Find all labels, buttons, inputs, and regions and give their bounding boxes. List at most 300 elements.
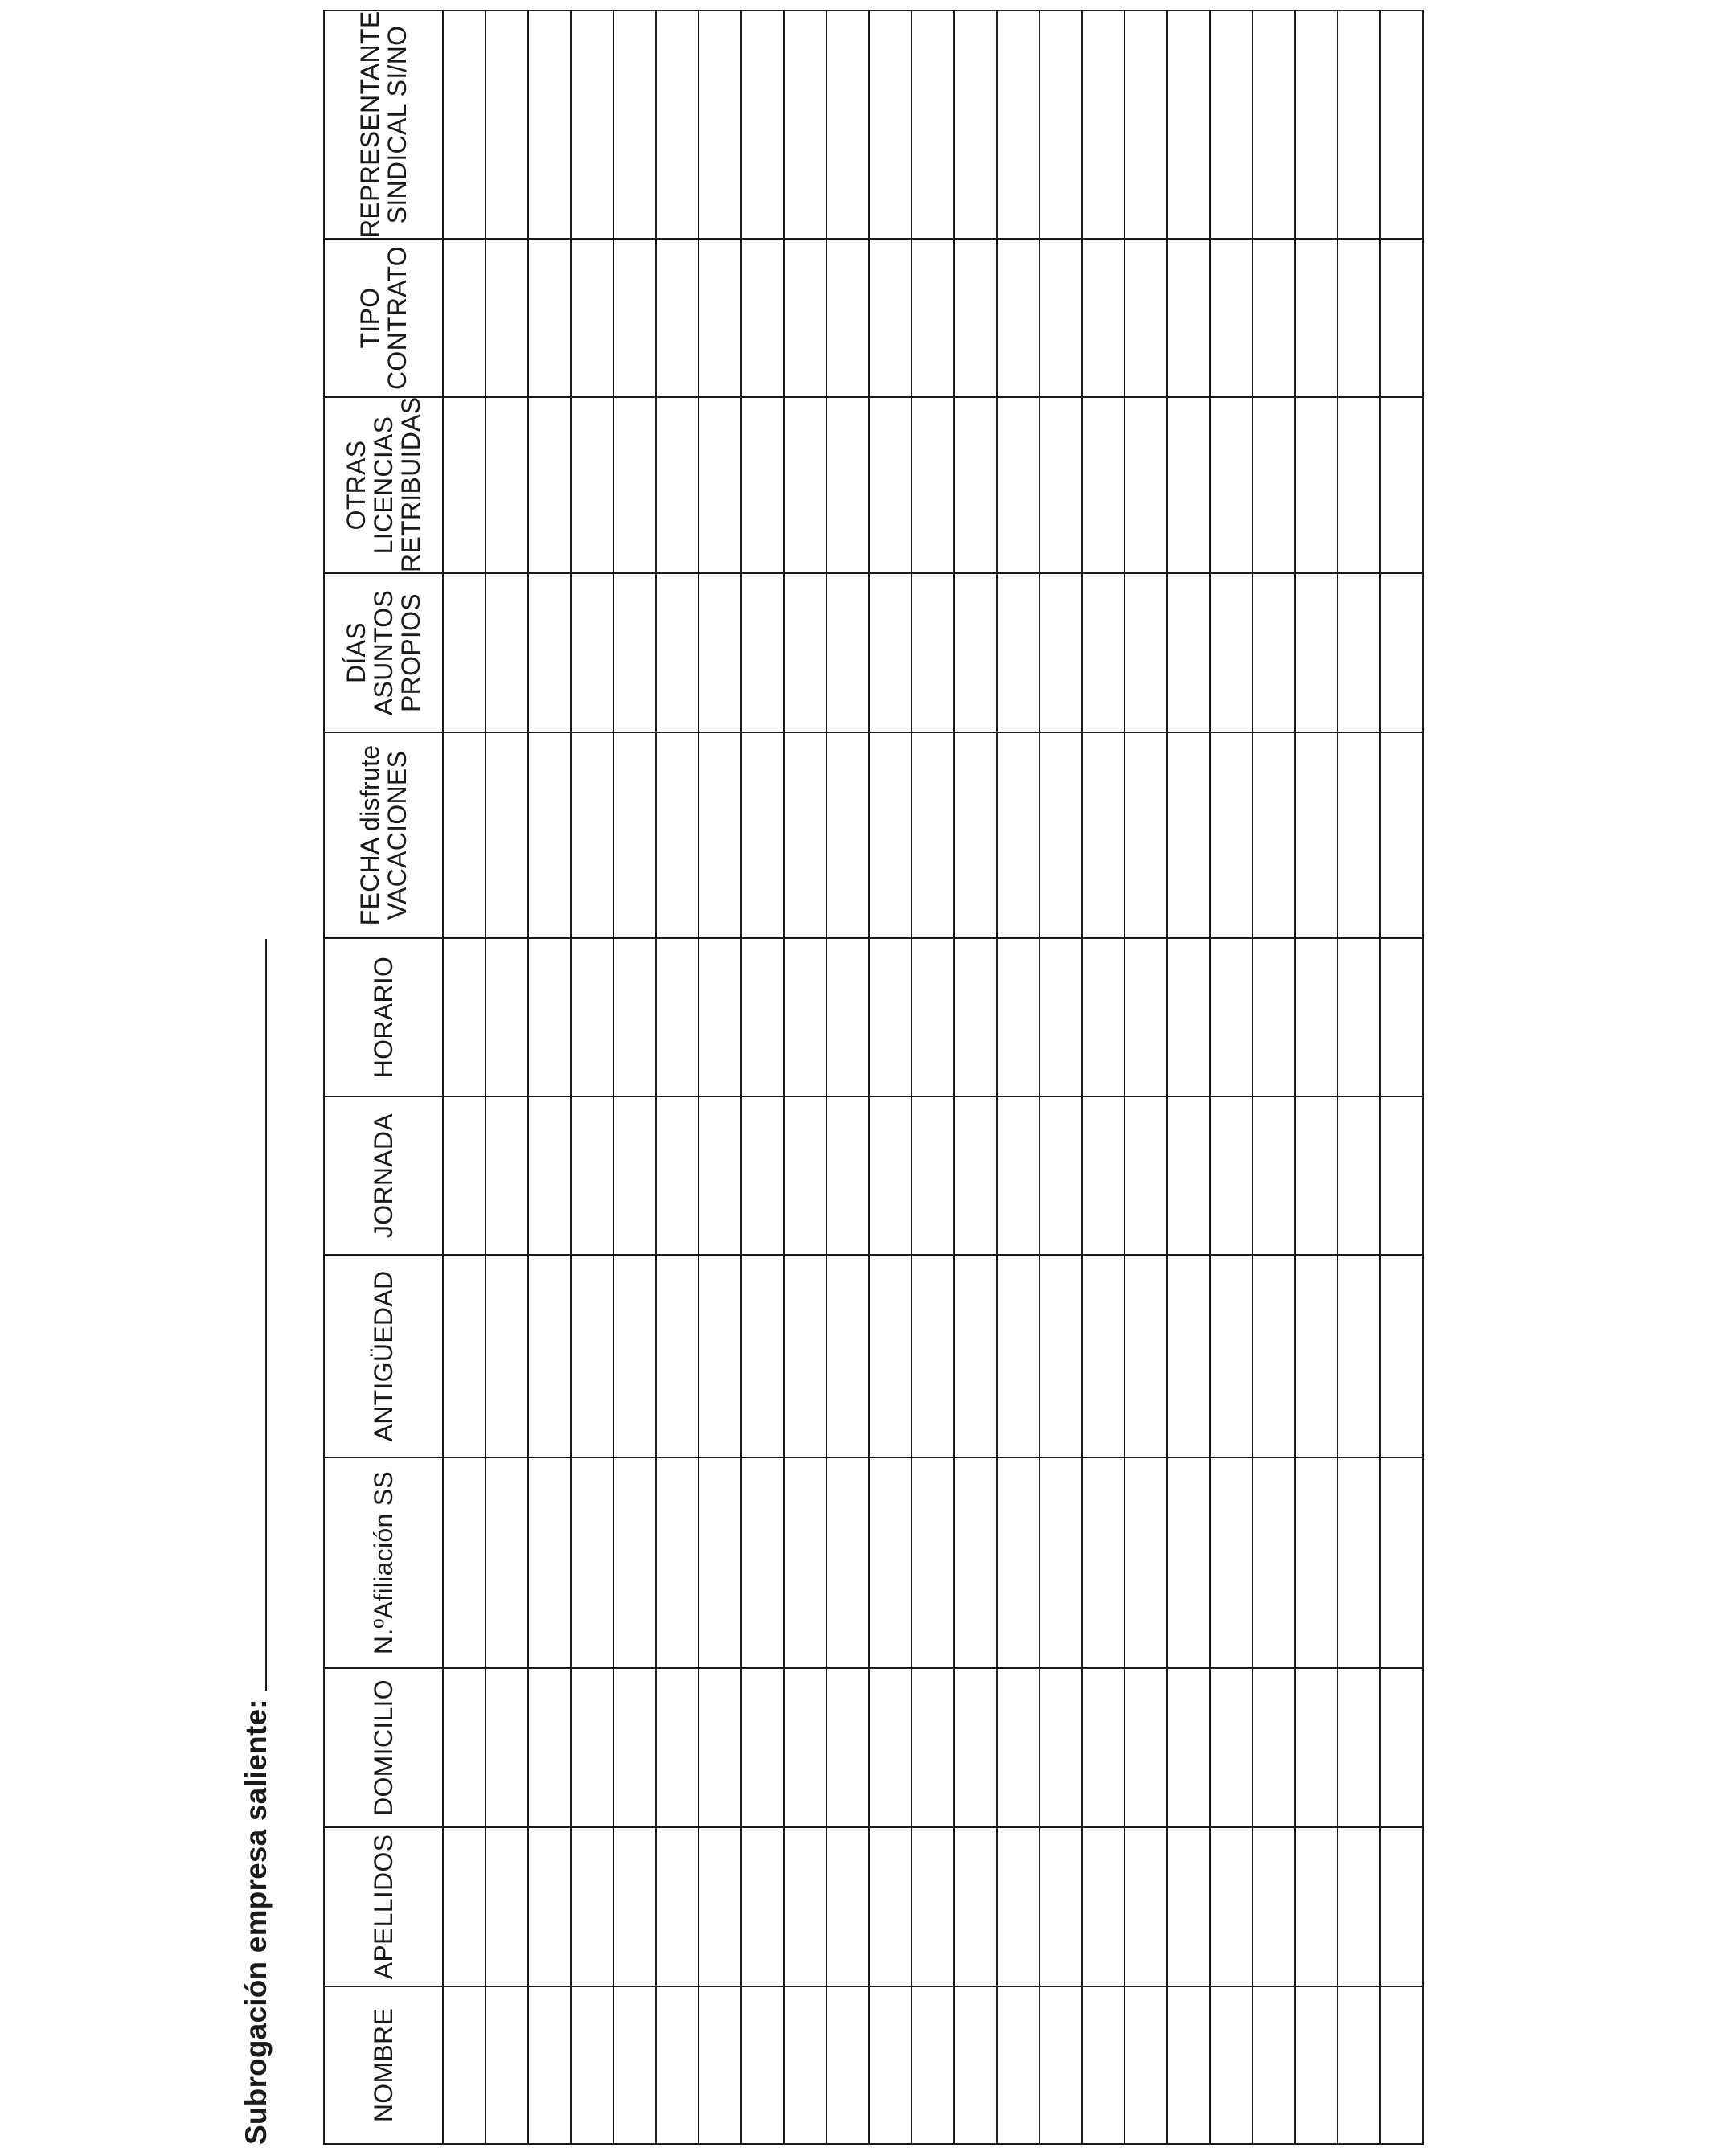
- table-row: [1338, 10, 1380, 2144]
- table-cell[interactable]: [997, 1096, 1039, 1255]
- column-header-nombre: NOMBRE: [324, 1986, 443, 2144]
- table-cell[interactable]: [571, 1096, 613, 1255]
- table-cell[interactable]: [826, 1096, 869, 1255]
- table-cell[interactable]: [1380, 1668, 1423, 1827]
- table-cell[interactable]: [741, 573, 784, 732]
- table-cell[interactable]: [443, 239, 486, 397]
- table-cell[interactable]: [1380, 573, 1423, 732]
- table-cell[interactable]: [486, 1986, 528, 2144]
- table-cell[interactable]: [1295, 1986, 1338, 2144]
- table-cell[interactable]: [1039, 1986, 1082, 2144]
- table-cell[interactable]: [486, 397, 528, 573]
- table-cell[interactable]: [1039, 732, 1082, 938]
- table-cell[interactable]: [1338, 1668, 1380, 1827]
- table-cell[interactable]: [613, 938, 656, 1096]
- table-cell[interactable]: [954, 1668, 997, 1827]
- table-cell[interactable]: [699, 239, 741, 397]
- table-cell[interactable]: [571, 938, 613, 1096]
- table-cell[interactable]: [656, 573, 699, 732]
- table-cell[interactable]: [912, 1668, 954, 1827]
- table-cell[interactable]: [784, 1096, 826, 1255]
- table-cell[interactable]: [443, 1457, 486, 1668]
- table-cell[interactable]: [784, 732, 826, 938]
- table-cell[interactable]: [1252, 1096, 1295, 1255]
- table-cell[interactable]: [954, 239, 997, 397]
- table-cell[interactable]: [656, 1668, 699, 1827]
- table-cell[interactable]: [1125, 239, 1167, 397]
- table-cell[interactable]: [826, 938, 869, 1096]
- table-cell[interactable]: [1167, 938, 1210, 1096]
- table-cell[interactable]: [1380, 938, 1423, 1096]
- table-cell[interactable]: [1210, 1255, 1252, 1457]
- table-cell[interactable]: [1338, 732, 1380, 938]
- table-cell[interactable]: [699, 1457, 741, 1668]
- table-row: [443, 10, 486, 2144]
- table-cell[interactable]: [443, 732, 486, 938]
- table-cell[interactable]: [741, 1986, 784, 2144]
- table-cell[interactable]: [613, 732, 656, 938]
- table-cell[interactable]: [1167, 10, 1210, 239]
- table-cell[interactable]: [443, 1827, 486, 1986]
- table-cell[interactable]: [613, 10, 656, 239]
- table-cell[interactable]: [571, 732, 613, 938]
- table-cell[interactable]: [486, 732, 528, 938]
- table-cell[interactable]: [571, 1457, 613, 1668]
- table-cell[interactable]: [571, 239, 613, 397]
- table-cell[interactable]: [443, 10, 486, 239]
- column-header-fecha-vacaciones: FECHA disfrute VACACIONES: [324, 732, 443, 938]
- table-cell[interactable]: [826, 1255, 869, 1457]
- table-cell[interactable]: [912, 732, 954, 938]
- table-cell[interactable]: [997, 1668, 1039, 1827]
- table-cell[interactable]: [1295, 1668, 1338, 1827]
- table-cell[interactable]: [1338, 573, 1380, 732]
- table-cell[interactable]: [1039, 1096, 1082, 1255]
- table-cell[interactable]: [954, 1096, 997, 1255]
- table-cell[interactable]: [869, 1668, 912, 1827]
- table-cell[interactable]: [656, 10, 699, 239]
- table-cell[interactable]: [656, 732, 699, 938]
- table-cell[interactable]: [912, 1096, 954, 1255]
- table-cell[interactable]: [869, 1096, 912, 1255]
- table-cell[interactable]: [1380, 1096, 1423, 1255]
- table-cell[interactable]: [1252, 239, 1295, 397]
- table-cell[interactable]: [656, 1096, 699, 1255]
- table-cell[interactable]: [1210, 1986, 1252, 2144]
- table-cell[interactable]: [1252, 1255, 1295, 1457]
- table-cell[interactable]: [1082, 1986, 1125, 2144]
- table-cell[interactable]: [1380, 397, 1423, 573]
- table-cell[interactable]: [443, 1096, 486, 1255]
- table-cell[interactable]: [613, 1457, 656, 1668]
- table-cell[interactable]: [954, 1827, 997, 1986]
- table-cell[interactable]: [486, 573, 528, 732]
- table-cell[interactable]: [1082, 732, 1125, 938]
- table-cell[interactable]: [528, 239, 571, 397]
- table-cell[interactable]: [997, 397, 1039, 573]
- table-cell[interactable]: [826, 239, 869, 397]
- table-cell[interactable]: [741, 1457, 784, 1668]
- table-cell[interactable]: [784, 10, 826, 239]
- table-cell[interactable]: [784, 1827, 826, 1986]
- table-cell[interactable]: [997, 1457, 1039, 1668]
- table-cell[interactable]: [1252, 1457, 1295, 1668]
- table-cell[interactable]: [656, 938, 699, 1096]
- column-header-otras-licencias: OTRAS LICENCIAS RETRIBUIDAS: [324, 397, 443, 573]
- table-cell[interactable]: [1167, 1457, 1210, 1668]
- table-cell[interactable]: [912, 239, 954, 397]
- table-row: [869, 10, 912, 2144]
- table-cell[interactable]: [613, 1096, 656, 1255]
- table-cell[interactable]: [486, 1255, 528, 1457]
- table-cell[interactable]: [571, 1668, 613, 1827]
- table-cell[interactable]: [869, 1827, 912, 1986]
- table-row: [656, 10, 699, 2144]
- table-cell[interactable]: [528, 1668, 571, 1827]
- table-cell[interactable]: [1039, 10, 1082, 239]
- table-cell[interactable]: [1295, 239, 1338, 397]
- table-cell[interactable]: [826, 732, 869, 938]
- table-cell[interactable]: [1338, 239, 1380, 397]
- table-cell[interactable]: [443, 1668, 486, 1827]
- table-cell[interactable]: [1380, 732, 1423, 938]
- table-cell[interactable]: [486, 10, 528, 239]
- table-cell[interactable]: [1082, 938, 1125, 1096]
- table-cell[interactable]: [954, 1457, 997, 1668]
- table-cell[interactable]: [1167, 1827, 1210, 1986]
- table-cell[interactable]: [784, 573, 826, 732]
- table-cell[interactable]: [613, 573, 656, 732]
- table-cell[interactable]: [1125, 397, 1167, 573]
- table-cell[interactable]: [912, 1827, 954, 1986]
- table-cell[interactable]: [784, 397, 826, 573]
- table-cell[interactable]: [1252, 573, 1295, 732]
- table-cell[interactable]: [954, 10, 997, 239]
- column-header-afiliacion-ss: N.ºAfiliación SS: [324, 1457, 443, 1668]
- column-header-dias-asuntos-propios: DÍAS ASUNTOS PROPIOS: [324, 573, 443, 732]
- table-cell[interactable]: [1380, 1457, 1423, 1668]
- table-cell[interactable]: [699, 1827, 741, 1986]
- table-cell[interactable]: [912, 10, 954, 239]
- table-cell[interactable]: [1252, 938, 1295, 1096]
- table-cell[interactable]: [1295, 1096, 1338, 1255]
- table-cell[interactable]: [1125, 1457, 1167, 1668]
- table-cell[interactable]: [912, 1986, 954, 2144]
- table-cell[interactable]: [699, 10, 741, 239]
- table-cell[interactable]: [486, 1457, 528, 1668]
- table-cell[interactable]: [997, 732, 1039, 938]
- table-cell[interactable]: [784, 1255, 826, 1457]
- table-cell[interactable]: [912, 573, 954, 732]
- table-cell[interactable]: [997, 239, 1039, 397]
- table-cell[interactable]: [1210, 397, 1252, 573]
- column-header-domicilio: DOMICILIO: [324, 1668, 443, 1827]
- table-row: [1380, 10, 1423, 2144]
- table-cell[interactable]: [443, 397, 486, 573]
- table-cell[interactable]: [1252, 1668, 1295, 1827]
- table-row: [826, 10, 869, 2144]
- table-cell[interactable]: [869, 397, 912, 573]
- table-cell[interactable]: [528, 1255, 571, 1457]
- form-title-text: Subrogación empresa saliente:: [240, 1699, 273, 2145]
- table-cell[interactable]: [1082, 573, 1125, 732]
- table-cell[interactable]: [1210, 10, 1252, 239]
- table-cell[interactable]: [1295, 397, 1338, 573]
- table-cell[interactable]: [997, 10, 1039, 239]
- table-cell[interactable]: [699, 732, 741, 938]
- table-cell[interactable]: [486, 1096, 528, 1255]
- table-cell[interactable]: [869, 1255, 912, 1457]
- table-cell[interactable]: [699, 1096, 741, 1255]
- table-cell[interactable]: [486, 1668, 528, 1827]
- table-cell[interactable]: [613, 239, 656, 397]
- table-cell[interactable]: [869, 10, 912, 239]
- table-cell[interactable]: [954, 1986, 997, 2144]
- table-cell[interactable]: [1039, 573, 1082, 732]
- table-cell[interactable]: [656, 397, 699, 573]
- table-cell[interactable]: [1210, 1668, 1252, 1827]
- table-cell[interactable]: [741, 1668, 784, 1827]
- table-cell[interactable]: [1167, 1668, 1210, 1827]
- table-cell[interactable]: [1167, 1986, 1210, 2144]
- table-cell[interactable]: [699, 573, 741, 732]
- table-cell[interactable]: [1082, 1457, 1125, 1668]
- table-cell[interactable]: [1167, 239, 1210, 397]
- table-cell[interactable]: [699, 1986, 741, 2144]
- table-cell[interactable]: [1380, 239, 1423, 397]
- table-cell[interactable]: [528, 1986, 571, 2144]
- table-cell[interactable]: [443, 573, 486, 732]
- table-cell[interactable]: [1338, 1827, 1380, 1986]
- table-cell[interactable]: [869, 732, 912, 938]
- table-cell[interactable]: [1210, 1827, 1252, 1986]
- table-cell[interactable]: [1210, 573, 1252, 732]
- table-cell[interactable]: [954, 1255, 997, 1457]
- table-cell[interactable]: [954, 397, 997, 573]
- table-row: [1210, 10, 1252, 2144]
- table-cell[interactable]: [1039, 239, 1082, 397]
- table-cell[interactable]: [1338, 10, 1380, 239]
- table-cell[interactable]: [656, 239, 699, 397]
- table-cell[interactable]: [912, 938, 954, 1096]
- table-cell[interactable]: [1125, 1827, 1167, 1986]
- table-cell[interactable]: [1338, 1096, 1380, 1255]
- table-cell[interactable]: [1125, 573, 1167, 732]
- table-cell[interactable]: [1380, 10, 1423, 239]
- table-cell[interactable]: [1295, 10, 1338, 239]
- table-cell[interactable]: [443, 1255, 486, 1457]
- table-cell[interactable]: [1380, 1827, 1423, 1986]
- table-cell[interactable]: [997, 938, 1039, 1096]
- table-cell[interactable]: [1125, 732, 1167, 938]
- table-cell[interactable]: [699, 1668, 741, 1827]
- table-cell[interactable]: [528, 938, 571, 1096]
- table-cell[interactable]: [571, 1827, 613, 1986]
- table-cell[interactable]: [528, 732, 571, 938]
- table-cell[interactable]: [826, 1668, 869, 1827]
- table-cell[interactable]: [571, 1255, 613, 1457]
- table-cell[interactable]: [912, 397, 954, 573]
- table-cell[interactable]: [1039, 1255, 1082, 1457]
- table-cell[interactable]: [613, 1255, 656, 1457]
- table-cell[interactable]: [954, 938, 997, 1096]
- table-cell[interactable]: [613, 1827, 656, 1986]
- table-cell[interactable]: [784, 938, 826, 1096]
- table-cell[interactable]: [784, 1457, 826, 1668]
- table-cell[interactable]: [741, 397, 784, 573]
- table-cell[interactable]: [1210, 938, 1252, 1096]
- table-cell[interactable]: [613, 1668, 656, 1827]
- table-cell[interactable]: [1295, 1457, 1338, 1668]
- table-cell[interactable]: [1082, 397, 1125, 573]
- table-cell[interactable]: [1039, 938, 1082, 1096]
- table-cell[interactable]: [1338, 1986, 1380, 2144]
- table-cell[interactable]: [443, 938, 486, 1096]
- table-cell[interactable]: [571, 573, 613, 732]
- table-cell[interactable]: [1039, 397, 1082, 573]
- table-cell[interactable]: [1125, 1986, 1167, 2144]
- table-cell[interactable]: [954, 573, 997, 732]
- table-cell[interactable]: [1167, 732, 1210, 938]
- table-cell[interactable]: [528, 1096, 571, 1255]
- table-cell[interactable]: [1295, 732, 1338, 938]
- table-cell[interactable]: [741, 938, 784, 1096]
- table-cell[interactable]: [1380, 1255, 1423, 1457]
- table-cell[interactable]: [613, 1986, 656, 2144]
- table-cell[interactable]: [486, 938, 528, 1096]
- table-cell[interactable]: [571, 397, 613, 573]
- table-cell[interactable]: [1039, 1668, 1082, 1827]
- table-cell[interactable]: [1082, 1255, 1125, 1457]
- table-cell[interactable]: [1338, 1255, 1380, 1457]
- table-cell[interactable]: [997, 1255, 1039, 1457]
- table-cell[interactable]: [1082, 10, 1125, 239]
- table-cell[interactable]: [486, 1827, 528, 1986]
- table-cell[interactable]: [1167, 397, 1210, 573]
- table-cell[interactable]: [826, 1457, 869, 1668]
- table-cell[interactable]: [869, 239, 912, 397]
- table-cell[interactable]: [912, 1255, 954, 1457]
- table-cell[interactable]: [741, 1827, 784, 1986]
- table-cell[interactable]: [997, 1986, 1039, 2144]
- table-cell[interactable]: [1125, 938, 1167, 1096]
- table-cell[interactable]: [1125, 1668, 1167, 1827]
- table-cell[interactable]: [784, 239, 826, 397]
- table-cell[interactable]: [528, 397, 571, 573]
- table-cell[interactable]: [826, 1827, 869, 1986]
- table-cell[interactable]: [869, 1457, 912, 1668]
- column-header-jornada: JORNADA: [324, 1096, 443, 1255]
- table-cell[interactable]: [826, 10, 869, 239]
- table-cell[interactable]: [869, 573, 912, 732]
- table-cell[interactable]: [1210, 1096, 1252, 1255]
- table-cell[interactable]: [1295, 1827, 1338, 1986]
- table-cell[interactable]: [1082, 1827, 1125, 1986]
- table-cell[interactable]: [741, 239, 784, 397]
- table-cell[interactable]: [912, 1457, 954, 1668]
- table-cell[interactable]: [1125, 1255, 1167, 1457]
- table-cell[interactable]: [443, 1986, 486, 2144]
- table-cell[interactable]: [699, 938, 741, 1096]
- table-cell[interactable]: [1210, 239, 1252, 397]
- table-cell[interactable]: [784, 1986, 826, 2144]
- table-cell[interactable]: [1125, 10, 1167, 239]
- table-row: [699, 10, 741, 2144]
- table-cell[interactable]: [1039, 1827, 1082, 1986]
- table-cell[interactable]: [486, 239, 528, 397]
- table-cell[interactable]: [784, 1668, 826, 1827]
- table-cell[interactable]: [741, 1096, 784, 1255]
- company-name-blank-line[interactable]: [264, 939, 267, 1691]
- table-cell[interactable]: [1082, 1668, 1125, 1827]
- table-cell[interactable]: [1252, 1827, 1295, 1986]
- table-cell[interactable]: [528, 1457, 571, 1668]
- table-cell[interactable]: [1210, 732, 1252, 938]
- table-cell[interactable]: [1338, 1457, 1380, 1668]
- table-cell[interactable]: [571, 10, 613, 239]
- table-cell[interactable]: [656, 1457, 699, 1668]
- employee-table: [323, 11, 1449, 2145]
- table-cell[interactable]: [869, 1986, 912, 2144]
- table-cell[interactable]: [997, 1827, 1039, 1986]
- table-row: [528, 10, 571, 2144]
- table-cell[interactable]: [699, 1255, 741, 1457]
- table-cell[interactable]: [656, 1827, 699, 1986]
- column-header-representante-sindical: REPRESENTANTE SINDICAL SI/NO: [324, 10, 443, 239]
- table-cell[interactable]: [869, 938, 912, 1096]
- table-cell[interactable]: [1252, 1986, 1295, 2144]
- table-cell[interactable]: [826, 1986, 869, 2144]
- table-row: [954, 10, 997, 2144]
- table-cell[interactable]: [571, 1986, 613, 2144]
- table-cell[interactable]: [826, 573, 869, 732]
- table-cell[interactable]: [826, 397, 869, 573]
- table-cell[interactable]: [1125, 1096, 1167, 1255]
- table-cell[interactable]: [1252, 10, 1295, 239]
- table-cell[interactable]: [1210, 1457, 1252, 1668]
- form-title: [235, 939, 273, 2145]
- table-cell[interactable]: [954, 732, 997, 938]
- table-cell[interactable]: [528, 1827, 571, 1986]
- table-cell[interactable]: [1295, 573, 1338, 732]
- table-cell[interactable]: [741, 1255, 784, 1457]
- table-cell[interactable]: [1167, 573, 1210, 732]
- table-row: [1252, 10, 1295, 2144]
- table-cell[interactable]: [1167, 1255, 1210, 1457]
- table-cell[interactable]: [997, 573, 1039, 732]
- table-cell[interactable]: [1039, 1457, 1082, 1668]
- table-cell[interactable]: [1167, 1096, 1210, 1255]
- table-cell[interactable]: [699, 397, 741, 573]
- table-cell[interactable]: [528, 10, 571, 239]
- table-cell[interactable]: [1380, 1986, 1423, 2144]
- table-cell[interactable]: [1338, 938, 1380, 1096]
- table-cell[interactable]: [1082, 1096, 1125, 1255]
- table-cell[interactable]: [1295, 1255, 1338, 1457]
- table-cell[interactable]: [1338, 397, 1380, 573]
- table-cell[interactable]: [656, 1255, 699, 1457]
- table-cell[interactable]: [1252, 732, 1295, 938]
- table-cell[interactable]: [528, 573, 571, 732]
- table-cell[interactable]: [1082, 239, 1125, 397]
- table-cell[interactable]: [741, 10, 784, 239]
- table-cell[interactable]: [1252, 397, 1295, 573]
- table-cell[interactable]: [656, 1986, 699, 2144]
- table-row: [741, 10, 784, 2144]
- table-cell[interactable]: [741, 732, 784, 938]
- table-cell[interactable]: [1295, 938, 1338, 1096]
- table-cell[interactable]: [613, 397, 656, 573]
